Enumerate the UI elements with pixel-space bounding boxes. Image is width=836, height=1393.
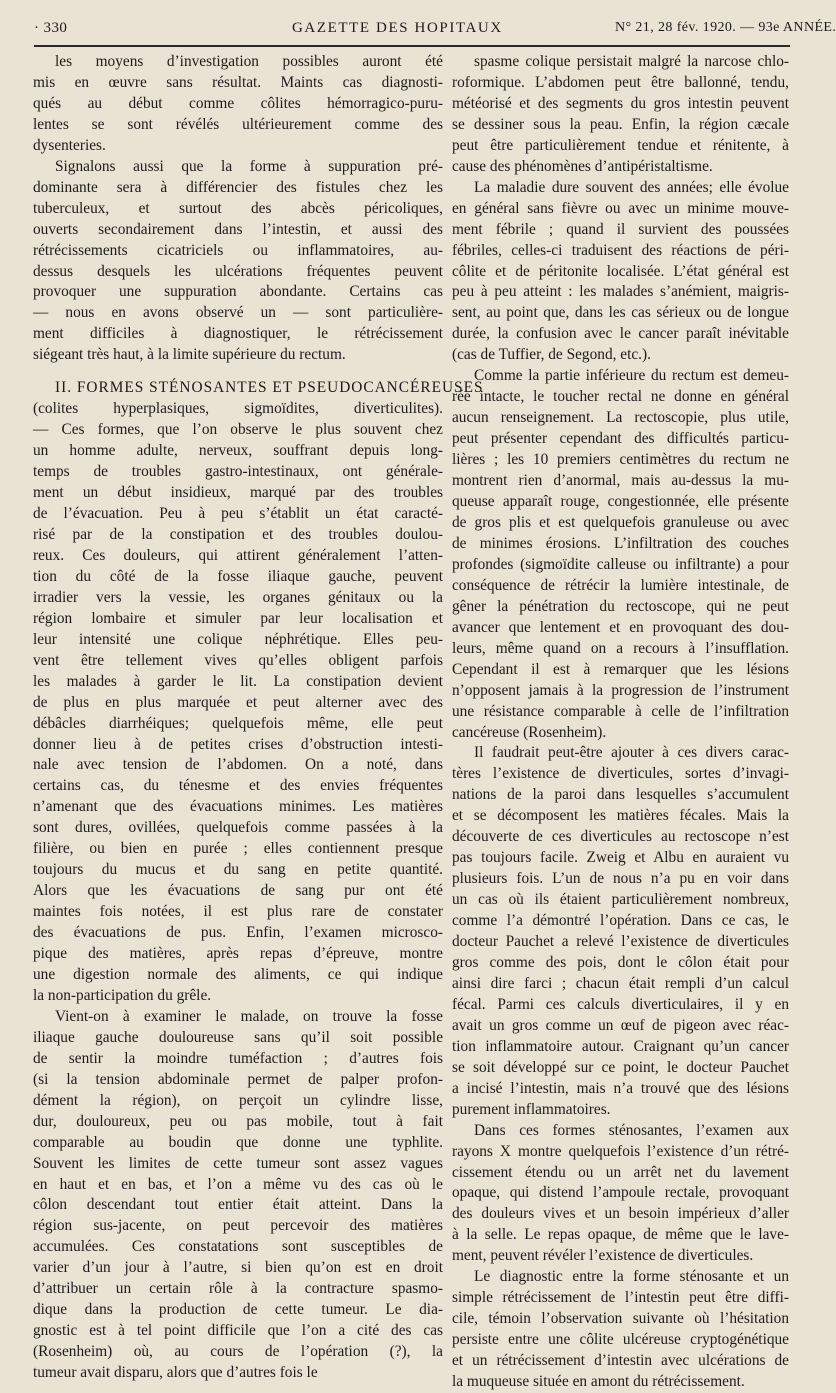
text-line: une digestion normale des aliments, ce qui indique — [33, 965, 443, 983]
paragraph — [452, 1267, 789, 1393]
paragraph — [33, 52, 443, 157]
text-line: Alors que les évacuations de sang pur ont été — [33, 882, 443, 900]
text-line: cancéreuse (Rosenheim). — [452, 723, 607, 741]
paragraph — [33, 1007, 443, 1384]
text-line: rée intacte, le toucher rectal ne donne en général — [452, 388, 789, 406]
text-line: Comme la partie inférieure du rectum est demeu- — [474, 367, 789, 385]
paragraph — [452, 366, 789, 743]
text-line: La maladie dure souvent des années; elle évolue — [474, 178, 789, 196]
text-line: les moyens d’investigation possibles auront été — [55, 53, 443, 70]
text-line: II. FORMES STÉNOSANTES ET PSEUDOCANCÉREUSES — [55, 379, 484, 397]
text-line: n’opposent jamais à la progression de l’instrument — [452, 681, 789, 699]
text-line: (cas de Tuffier, de Segond, etc.). — [452, 346, 651, 364]
text-line: ment fébrile ; quand il survient des poussées — [452, 220, 789, 238]
paragraph — [452, 1121, 789, 1268]
page-header — [34, 14, 836, 44]
text-line: iliaque gauche douloureuse sans qu’il soit possible — [33, 1028, 443, 1046]
text-line: certains cas, du ténesme et des envies fréquentes — [33, 777, 443, 795]
text-line: leur intensité une colique néphrétique. Elles peu- — [33, 630, 443, 648]
text-line: provoquer une suppuration abondante. Certains cas — [33, 283, 443, 301]
text-line: peut être particulièrement tendue et rénitente, à — [452, 136, 789, 154]
text-line: tuberculeux, et surtout des abcès péricoliques, — [33, 199, 443, 217]
text-line: ouverts secondairement dans l’intestin, et aussi des — [33, 220, 443, 238]
text-line: Il faudrait peut-être ajouter à ces divers carac- — [474, 744, 789, 762]
text-line: Souvent les limites de cette tumeur sont assez vagues — [33, 1154, 443, 1172]
text-line: tion du côté de la fosse iliaque gauche, peuvent — [33, 567, 443, 585]
text-line: se dessiner sous la peau. Enfin, la région cæcale — [452, 115, 789, 133]
text-line: Le diagnostic entre la forme sténosante et un — [474, 1268, 789, 1286]
journal-title: GAZETTE DES HOPITAUX — [292, 20, 503, 36]
text-line: un cas où ils étaient particulièrement nombreux, — [452, 891, 789, 909]
text-line: tumeur avait disparu, alors que d’autres fois le — [33, 1364, 318, 1382]
text-line: découverte de ces diverticules au rectoscope n’est — [452, 828, 789, 846]
text-line: cile, témoin l’observation suivante où l’hésitation — [452, 1310, 789, 1328]
text-line: spasme colique persistait malgré la narcose chlo- — [474, 53, 789, 70]
text-line: cause des phénomènes d’antipéristaltisme. — [452, 157, 713, 175]
text-line: toujours du mucus et du sang en petite quantité. — [33, 861, 443, 879]
text-line: plusieurs fois. L’un de nous n’a pu en voir dans — [452, 870, 789, 888]
text-line: dessus desquels les ulcérations fréquentes peuvent — [33, 262, 443, 280]
text-line: temps de troubles gastro-intestinaux, ont générale- — [33, 463, 443, 481]
text-line: un homme adulte, nerveux, souffrant depuis long- — [33, 442, 443, 460]
text-line: lières ; les 10 premiers centimètres du rectum ne — [452, 451, 789, 469]
text-line: débâcles diarrhéiques; quelquefois même, elle peut — [33, 714, 443, 732]
text-line: rayons X montre quelquefois l’existence d’un rétré- — [452, 1142, 789, 1160]
text-line: la muqueuse située en amont du rétrécissement. — [452, 1373, 745, 1391]
text-line: les malades à garder le lit. La constipation devient — [33, 672, 443, 690]
text-line: n’amenant que des évacuations minimes. Les matières — [33, 798, 443, 816]
text-line: sent, au point que, dans les cas sérieux ou de longue — [452, 304, 789, 322]
text-line: mis en œuvre sans résultat. Maints cas diagnosti- — [33, 73, 443, 91]
text-line: a incisé l’intestin, mais n’a trouvé que des lésions — [452, 1079, 789, 1097]
text-line: peu à peu atteint : les malades s’anémient, maigris- — [452, 283, 789, 301]
text-line: dique dans la production de cette tumeur. Le dia- — [33, 1301, 443, 1319]
text-line: vent être tellement vives qu’elles obligent parfois — [33, 651, 443, 669]
text-line: de gros plis et est quelquefois granuleuse ou avec — [452, 513, 789, 531]
text-line: conséquence de rétrécir la lumière intestinale, de — [452, 576, 789, 594]
text-line: ment un début insidieux, marqué par des troubles — [33, 484, 443, 502]
text-line: ment difficiles à diagnostiquer, le rétrécissement — [33, 325, 443, 343]
right-column — [452, 52, 789, 1393]
text-line: comparable au boudin que donne une typhlite. — [33, 1133, 443, 1151]
text-line: lentes se sont révélés ultérieurement comme des — [33, 115, 443, 133]
text-line: simple rétrécissement de l’intestin peut être diffi- — [452, 1289, 789, 1307]
text-line: avancer que lentement et en provoquant des dou- — [452, 618, 789, 636]
text-line: qués au début comme côlites hémorragico-puru- — [33, 94, 443, 112]
text-line: des douleurs vives et un besoin impérieux d’aller — [452, 1205, 789, 1223]
text-line: tion inflammatoire autour. Craignant qu’un cancer — [452, 1037, 789, 1055]
text-line: région sus-jacente, on peut percevoir des matières — [33, 1217, 443, 1235]
text-line: nale avec tension de l’abdomen. On a noté, dans — [33, 756, 443, 774]
text-line: rétrécissements cicatriciels ou inflammatoires, au- — [33, 241, 443, 259]
text-line: d’attribuer un certain rôle à la contracture spasmo- — [33, 1280, 443, 1298]
text-line: ment, peuvent révéler l’existence de diverticules. — [452, 1247, 754, 1265]
text-line: côlon descendant tout entier était atteint. Dans la — [33, 1196, 443, 1214]
text-line: comme l’a démontré l’opération. Dans ce cas, le — [452, 912, 789, 930]
text-line: ainsi dire farci ; chacun était rempli d’un calcul — [452, 974, 789, 992]
text-line: en général sans fièvre ou avec un minime mouve- — [452, 199, 789, 217]
text-line: tères l’existence de diverticules, sortes d’invagi- — [452, 765, 789, 783]
text-line: région lombaire et simuler par leur localisation et — [33, 609, 443, 627]
text-line: (Rosenheim) où, au cours de l’opération (?), la — [33, 1343, 443, 1361]
issue-info: N° 21, 28 fév. 1920. — 93e ANNÉE. — [615, 20, 836, 35]
text-line: dominante sera à différencier des fistules chez les — [33, 178, 443, 196]
text-line: maintes fois notées, il est plus rare de constater — [33, 903, 443, 921]
text-line: (colites hyperplasiques, sigmoïdites, diverticulites). — [33, 400, 443, 418]
text-line: Cependant il est à remarquer que les lésions — [452, 660, 789, 678]
text-line: persiste entre une côlite ulcéreuse cryptogénétique — [452, 1331, 789, 1349]
text-line: profondes (sigmoïdite calleuse ou infiltrante) a pour — [452, 555, 789, 573]
text-line: gros comme des pois, dont le côlon était pour — [452, 953, 789, 971]
text-line: de l’évacuation. Peu à peu s’établit un état caracté- — [33, 505, 443, 523]
paragraph — [33, 378, 484, 1007]
text-line: sont dures, ovillées, quelquefois comme passées à la — [33, 819, 443, 837]
text-line: se soit développé sur ce point, le docteur Pauchet — [452, 1058, 789, 1076]
paragraph — [452, 52, 789, 178]
text-line: docteur Pauchet a relevé l’existence de diverticules — [452, 933, 789, 951]
text-line: Vient-on à examiner le malade, on trouve la fosse — [55, 1007, 443, 1025]
text-line: varier d’un jour à l’autre, si bien qu’on est en droit — [33, 1259, 443, 1277]
header-rule — [34, 45, 790, 47]
text-line: dément la région), on perçoit un cylindre lisse, — [33, 1091, 443, 1109]
paragraph — [33, 157, 443, 367]
left-column — [33, 52, 484, 1384]
text-line: montrent rien d’anormal, mais au-dessus la mu- — [452, 472, 789, 490]
text-line: pas toujours facile. Zweig et Albu en auraient vu — [452, 849, 789, 867]
text-line: siégeant très haut, à la limite supérieure du rectum. — [33, 346, 346, 364]
text-line: (si la tension abdominale permet de palper profon- — [33, 1070, 443, 1088]
text-line: fébriles, celles-ci traduisent des réactions de péri- — [452, 241, 789, 259]
text-line: queuse apparaît rouge, congestionnée, elle présente — [452, 493, 789, 511]
text-line: purement inflammatoires. — [452, 1100, 611, 1118]
text-line: de sentir la moindre tuméfaction ; d’autres fois — [33, 1049, 443, 1067]
text-line: avait un gros comme un œuf de pigeon avec réac- — [452, 1016, 789, 1034]
text-line: des évacuations de pus. Enfin, l’examen microsco- — [33, 924, 443, 942]
text-line: dur, douloureux, peu ou pas mobile, tout à fait — [33, 1112, 443, 1130]
text-line: donner lieu à de petites crises d’obstruction intesti- — [33, 735, 443, 753]
text-line: reux. Ces douleurs, qui attirent généralement l’atten- — [33, 546, 443, 564]
text-line: aucun renseignement. La rectoscopie, plus utile, — [452, 409, 789, 427]
text-line: accumulées. Ces constatations sont susceptibles de — [33, 1238, 443, 1256]
text-line: fécal. Parmi ces calculs diverticulaires, il y en — [452, 995, 789, 1013]
text-line: leurs, même quand on a recours à l’insufflation. — [452, 639, 789, 657]
text-line: et se décomposent les matières fécales. Mais la — [452, 807, 789, 825]
text-line: roformique. L’abdomen peut être ballonné, tendu, — [452, 73, 789, 91]
text-line: et un rétrécissement d’intestin avec ulcérations de — [452, 1352, 789, 1370]
text-line: météorisé et des segments du gros intestin peuvent — [452, 94, 789, 112]
text-line: Dans ces formes sténosantes, l’examen aux — [474, 1121, 789, 1139]
paragraph — [452, 743, 789, 1120]
paragraph — [452, 178, 789, 367]
text-line: filière, ou bien en purée ; elles contiennent presque — [33, 840, 443, 858]
text-line: dysenteries. — [33, 136, 106, 154]
text-line: la non-participation du grêle. — [33, 986, 212, 1004]
text-line: risé par de la constipation et des troubles doulou- — [33, 525, 443, 543]
text-line: Signalons aussi que la forme à suppuration pré- — [55, 157, 443, 175]
text-line: gêner la pénétration du rectoscope, qui ne peut — [452, 597, 789, 615]
text-line: — Ces formes, que l’on observe le plus souvent chez — [33, 421, 443, 439]
text-line: cissement étendu ou un arrêt net du lavement — [452, 1163, 789, 1181]
text-line: de plus en plus marquée et peut alterner avec des — [33, 693, 443, 711]
text-line: — nous en avons observé un — sont particulière- — [33, 304, 443, 322]
text-line: durée, la confusion avec le cancer paraît inévitable — [452, 325, 789, 343]
text-line: opaque, qui distend l’ampoule rectale, provoquant — [452, 1184, 789, 1202]
text-line: en haut et en bas, et l’on a même vu des cas où le — [33, 1175, 443, 1193]
text-line: de minimes érosions. L’infiltration des couches — [452, 534, 789, 552]
text-line: nations de la paroi dans lesquelles s’accumulent — [452, 786, 789, 804]
text-line: côlite et de péritonite localisée. L’état général est — [452, 262, 789, 280]
text-line: peut présenter cependant des difficultés particu- — [452, 430, 789, 448]
section-gap — [33, 366, 443, 378]
text-line: irradier vers la vessie, les organes génitaux ou la — [33, 588, 443, 606]
page-number: · 330 — [34, 20, 68, 36]
text-line: à la selle. Le repas opaque, de même que le lave- — [452, 1226, 789, 1244]
text-line: une résistance comparable à celle de l’infiltration — [452, 702, 789, 720]
text-line: gnostic est à tel point difficile que l’on a cité des cas — [33, 1322, 443, 1340]
text-line: pique des matières, après repas d’épreuve, montre — [33, 945, 443, 963]
